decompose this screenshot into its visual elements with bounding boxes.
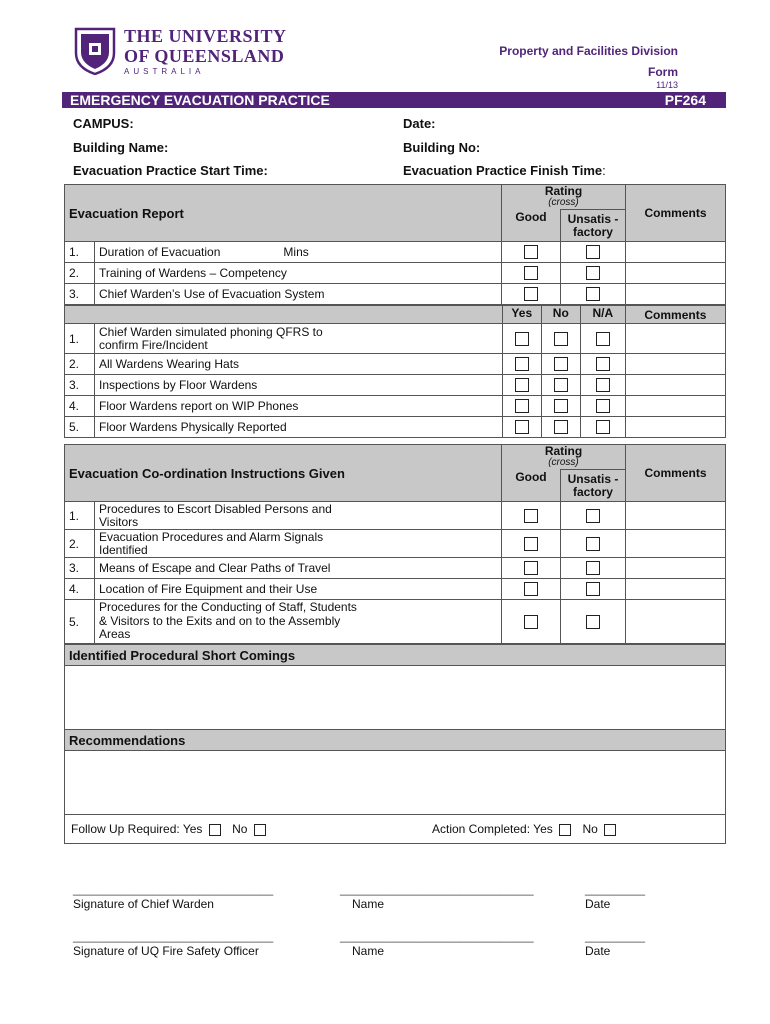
comments-cell[interactable] [625,354,725,375]
good-checkbox[interactable] [524,266,538,280]
row-label-line1: Evacuation Procedures and Alarm Signals [99,529,324,544]
form-code: PF264 [664,92,706,108]
row-label: Chief Warden’s Use of Evacuation System [95,284,502,305]
row-label-line1: Procedures for the Conducting of Staff, Students [99,600,357,615]
mins-label: Mins [283,245,309,259]
table-row [65,263,726,284]
row-number: 1. [65,502,95,530]
chief-warden-date-label: Date [585,897,611,911]
form-label: Form [648,65,678,79]
action-no-label: No [582,822,598,836]
yes-checkbox[interactable] [515,420,529,434]
building-name-field-label: Building Name: [73,140,169,155]
unsatisfactory-checkbox[interactable] [586,615,600,629]
recommendations-header: Recommendations [65,730,726,751]
chief-warden-name-label: Name [352,897,385,911]
yes-checkbox[interactable] [515,378,529,392]
building-no-field-label: Building No: [403,140,481,155]
chief-warden-signature-line[interactable]: ______________________________ [73,882,274,896]
comments-cell[interactable] [625,396,725,417]
row-label: Duration of Evacuation [99,245,221,259]
comments-cell[interactable] [625,530,725,558]
title-bar [62,92,726,108]
table-row [65,284,726,305]
row-number: 2. [65,263,95,284]
no-checkbox[interactable] [554,420,568,434]
table-row [65,579,726,600]
comments-cell[interactable] [625,284,725,305]
comments-cell[interactable] [625,502,725,530]
yes-checkbox[interactable] [515,357,529,371]
row-number: 5. [65,417,95,438]
row-number: 5. [65,600,95,644]
action-yes-checkbox[interactable] [559,824,571,836]
unsatisfactory-checkbox[interactable] [586,509,600,523]
row-label-line2: & Visitors to the Exits and on to the Assembly [99,613,341,628]
row-label: Training of Wardens – Competency [95,263,502,284]
table-row [65,242,726,263]
followup-no-label: No [232,822,248,836]
row-label-line2: Identified [99,542,148,557]
row-label-line1: Procedures to Escort Disabled Persons and [99,501,332,516]
fire-officer-signature-label: Signature of UQ Fire Safety Officer [73,944,259,958]
na-checkbox[interactable] [596,420,610,434]
comments-cell[interactable] [625,263,725,284]
evacuation-report-table [64,184,726,305]
unsatisfactory-checkbox[interactable] [586,245,600,259]
table-row [65,324,726,354]
university-name-line2: OF QUEENSLAND [124,46,285,66]
evacuation-report-header: Evacuation Report [65,185,502,242]
good-checkbox[interactable] [524,582,538,596]
comments-cell[interactable] [625,324,725,354]
comments-cell[interactable] [625,242,725,263]
comments-header: Comments [625,185,725,242]
unsatisfactory-header-line2: factory [572,224,613,239]
good-header: Good [501,470,560,502]
followup-label: Follow Up Required: Yes [71,822,203,836]
unsatisfactory-checkbox[interactable] [586,287,600,301]
comments-cell[interactable] [625,375,725,396]
chief-warden-date-line[interactable]: _________ [585,882,646,896]
comments-cell[interactable] [625,558,725,579]
coordination-table [64,444,726,644]
fire-officer-signature-line[interactable]: ______________________________ [73,929,274,943]
unsatisfactory-header-line1: Unsatis - [567,471,619,486]
table-row [65,375,726,396]
na-checkbox[interactable] [596,378,610,392]
unsatisfactory-header-line1: Unsatis - [567,211,619,226]
na-header: N/A [580,306,625,324]
table-row [65,558,726,579]
na-checkbox[interactable] [596,332,610,346]
row-number: 4. [65,579,95,600]
followup-yes-checkbox[interactable] [209,824,221,836]
shortcomings-textarea[interactable] [65,666,726,730]
row-number: 1. [65,324,95,354]
na-checkbox[interactable] [596,357,610,371]
university-name-line1: THE UNIVERSITY [124,26,287,46]
row-number: 3. [65,558,95,579]
chief-warden-name-line[interactable]: _____________________________ [340,882,534,896]
campus-field-label: CAMPUS: [73,116,134,131]
warden-checks-table [64,305,726,438]
rating-cross-note: (cross) [548,197,579,208]
comments-cell[interactable] [625,417,725,438]
table-row [65,502,726,530]
yes-header: Yes [502,306,541,324]
row-number: 2. [65,530,95,558]
row-label-line3: Areas [99,627,131,642]
good-checkbox[interactable] [524,615,538,629]
unsatisfactory-checkbox[interactable] [586,561,600,575]
followup-no-checkbox[interactable] [254,824,266,836]
row-label-line2: confirm Fire/Incident [99,337,208,352]
notes-table [64,644,726,844]
row-label: Means of Escape and Clear Paths of Travel [95,558,502,579]
table-row [65,600,726,644]
unsatisfactory-checkbox[interactable] [586,266,600,280]
division-name: Property and Facilities Division [499,44,678,58]
no-checkbox[interactable] [554,399,568,413]
no-header: No [541,306,580,324]
good-checkbox[interactable] [524,245,538,259]
row-number: 3. [65,284,95,305]
fire-officer-name-label: Name [352,944,385,958]
rating-cross-note: (cross) [548,457,579,468]
followup-row [65,815,726,844]
table-row [65,530,726,558]
unsatisfactory-header-line2: factory [572,484,613,499]
yes-checkbox[interactable] [515,399,529,413]
good-header: Good [501,210,560,242]
good-checkbox[interactable] [524,509,538,523]
comments-cell[interactable] [625,600,725,644]
row-label: Floor Wardens Physically Reported [95,417,503,438]
row-label: Floor Wardens report on WIP Phones [95,396,503,417]
uq-crest-logo [74,27,116,75]
row-number: 3. [65,375,95,396]
page-title: EMERGENCY EVACUATION PRACTICE [70,92,330,108]
no-checkbox[interactable] [554,378,568,392]
action-no-checkbox[interactable] [604,824,616,836]
table-row [65,354,726,375]
row-label: Inspections by Floor Wardens [95,375,503,396]
finish-time-field-label: Evacuation Practice Finish Time: [403,163,606,178]
action-completed-label: Action Completed: Yes [432,822,553,836]
rating-header: Rating [544,184,583,198]
good-checkbox[interactable] [524,287,538,301]
unsatisfactory-checkbox[interactable] [586,537,600,551]
table-row [65,417,726,438]
chief-warden-signature-label: Signature of Chief Warden [73,897,214,911]
comments-cell[interactable] [625,579,725,600]
date-field-label: Date: [403,116,436,131]
start-time-field-label: Evacuation Practice Start Time: [73,163,268,178]
recommendations-textarea[interactable] [65,751,726,815]
coordination-header: Evacuation Co-ordination Instructions Given [65,445,502,502]
na-checkbox[interactable] [596,399,610,413]
row-number: 4. [65,396,95,417]
row-number: 2. [65,354,95,375]
shortcomings-header: Identified Procedural Short Comings [65,645,726,666]
row-label: Location of Fire Equipment and their Use [95,579,502,600]
row-label: All Wardens Wearing Hats [95,354,503,375]
fire-officer-date-label: Date [585,944,611,958]
fire-officer-name-line[interactable]: _____________________________ [340,929,534,943]
row-label-line2: Visitors [99,514,139,529]
comments-header: Comments [625,445,725,502]
yes-checkbox[interactable] [515,332,529,346]
row-label-line1: Chief Warden simulated phoning QFRS to [99,324,323,339]
no-checkbox[interactable] [554,357,568,371]
rating-header: Rating [544,444,583,458]
no-checkbox[interactable] [554,332,568,346]
fire-officer-date-line[interactable]: _________ [585,929,646,943]
university-country: AUSTRALIA [124,67,205,76]
comments-header: Comments [625,306,725,324]
table-row [65,396,726,417]
unsatisfactory-checkbox[interactable] [586,582,600,596]
form-date: 11/13 [656,80,678,90]
good-checkbox[interactable] [524,561,538,575]
row-number: 1. [65,242,95,263]
good-checkbox[interactable] [524,537,538,551]
